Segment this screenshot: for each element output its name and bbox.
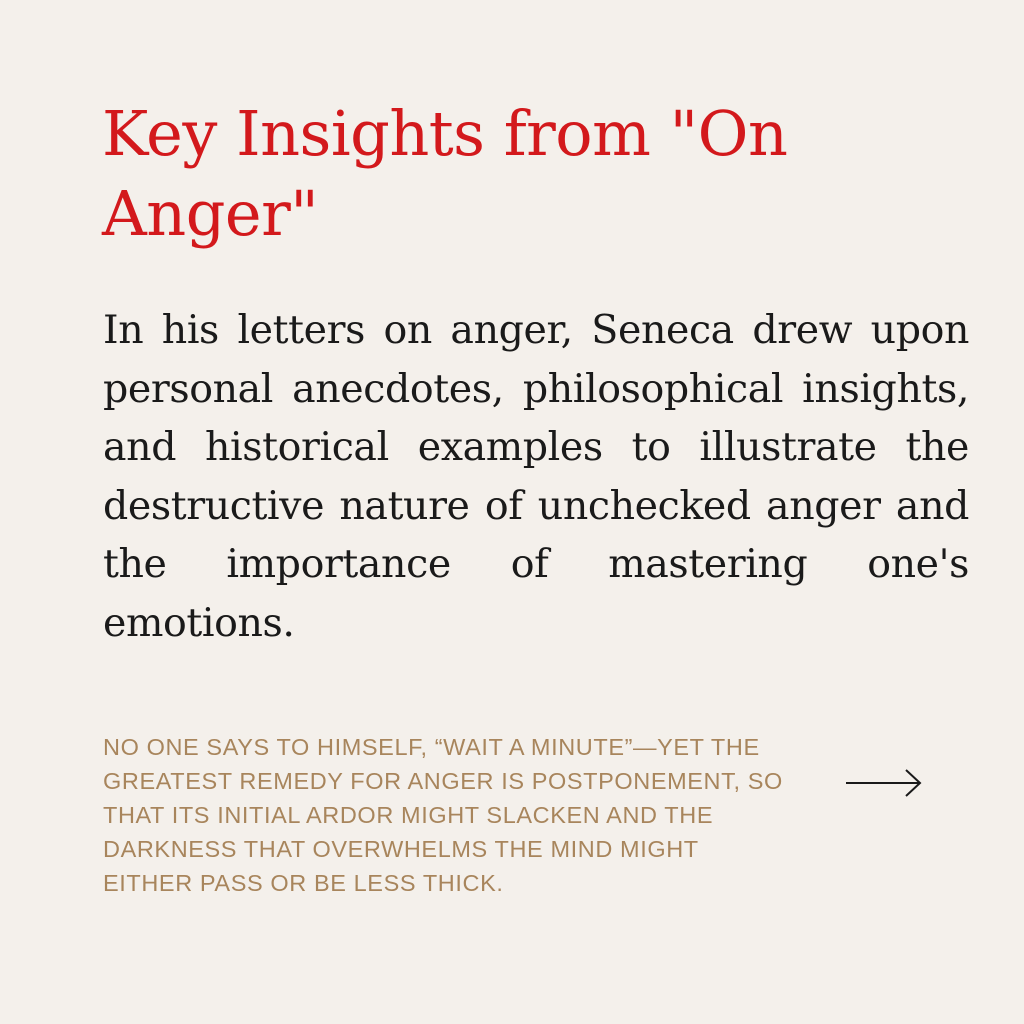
arrow-right-icon	[844, 768, 924, 798]
next-slide-button[interactable]	[844, 768, 924, 798]
seneca-quote: NO ONE SAYS TO HIMSELF, “WAIT A MINUTE”—YET THE GREATEST REMEDY FOR ANGER IS POSTPONEMENT, SO THAT ITS INITIAL ARDOR MIGHT SLACKEN AND THE DARKNESS THAT OVERWHELMS THE MIND MIGHT EITHER PASS OR BE LESS THICK.	[103, 734, 783, 896]
slide-title: Key Insights from "On Anger"	[102, 97, 788, 250]
slide-body-text: In his letters on anger, Seneca drew upon personal anecdotes, philosophical insights, and historical examples to illustrate the destructive nature of unchecked anger and the importance of mastering one's emotions.	[103, 307, 969, 646]
